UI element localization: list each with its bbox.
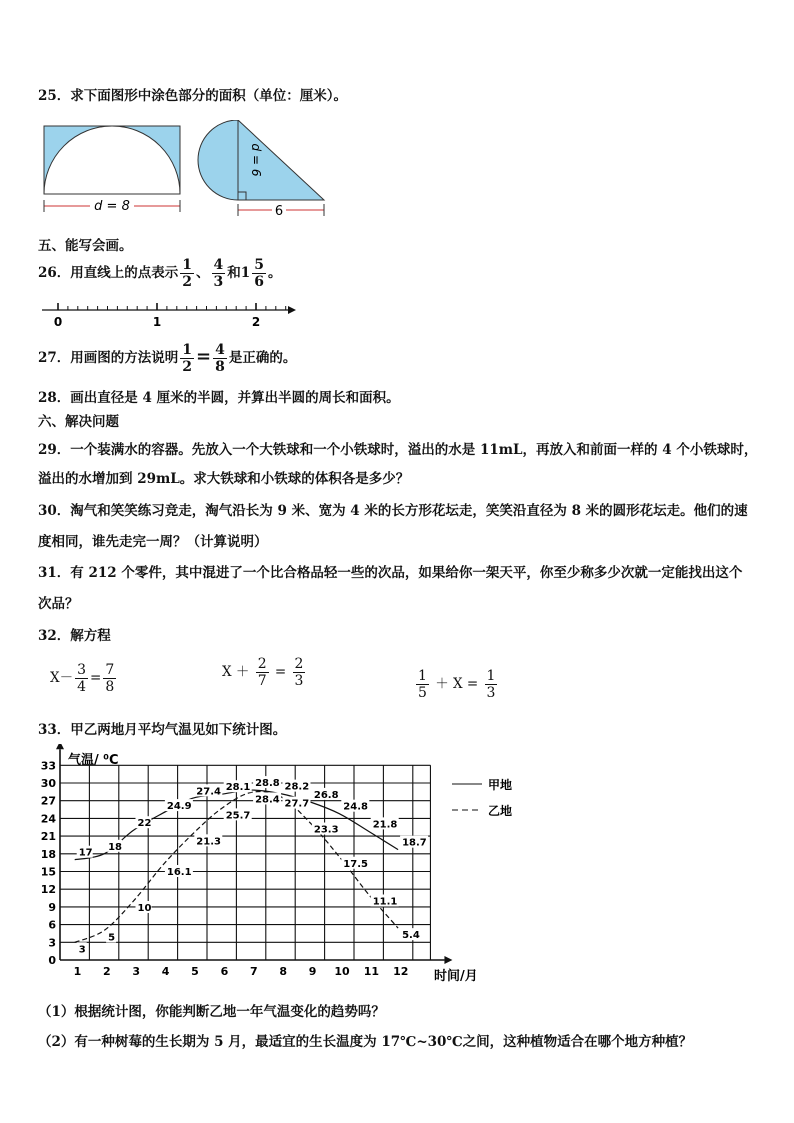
q32-title: 32．解方程	[38, 628, 111, 644]
legend-yi: 乙地	[488, 804, 513, 818]
q26-text: 26．用直线上的点表示 $\frac{1}{2}$ 、 $\frac{4}{3}$ 和1 $\frac{5}{6}$ 。	[38, 257, 282, 290]
q31-line1: 31．有 212 个零件，其中混进了一个比合格品轻一些的次品，如果给你一架天平，你至少称多少次就一定能找出这个	[38, 565, 743, 581]
y-tick-label: 6	[48, 918, 56, 932]
y-tick-label: 33	[40, 759, 56, 773]
data-label: 22	[137, 818, 152, 830]
label-d8: d = 8	[94, 199, 130, 214]
tick-2: 2	[251, 315, 261, 329]
data-label: 10	[137, 903, 152, 914]
data-label: 3	[78, 944, 86, 956]
data-label: 28.1	[225, 782, 251, 794]
data-label: 18	[108, 841, 123, 853]
shaded-half-circle	[198, 120, 238, 200]
data-label: 21.8	[372, 819, 398, 831]
data-label: 5.4	[402, 930, 420, 942]
q29-line1: 29．一个装满水的容器。先放入一个大铁球和一个小铁球时，溢出的水是 11mL，再放入和前面一样的 4 个小铁球时，	[38, 442, 758, 458]
y-tick-label: 30	[40, 777, 56, 790]
q29-line2: 溢出的水增加到 29mL。求大铁球和小铁球的体积各是多少？	[38, 471, 410, 487]
data-label: 16.1	[166, 867, 192, 879]
data-label: 18.7	[402, 837, 427, 849]
legend-jia: 甲地	[488, 778, 513, 792]
section-6-title: 六、解决问题	[38, 414, 119, 430]
x-tick-label: 10	[334, 965, 350, 978]
x-tick-label: 5	[191, 965, 199, 978]
x-tick-label: 7	[249, 965, 258, 978]
x-axis-arrow	[444, 956, 452, 964]
data-label: 28.8	[255, 778, 280, 790]
label-d6: d = 6	[249, 143, 263, 177]
data-label: 26.8	[313, 789, 339, 801]
q25-figures	[38, 120, 338, 220]
data-label: 21.3	[196, 836, 221, 848]
data-label: 24.8	[343, 801, 368, 813]
data-label: 17.5	[343, 858, 368, 870]
q33-title: 33．甲乙两地月平均气温见如下统计图。	[38, 722, 287, 738]
x-tick-label: 2	[102, 965, 111, 978]
data-label: 11.1	[372, 896, 398, 908]
x-tick-label: 3	[132, 965, 141, 978]
section-5-title: 五、能写会画。	[38, 238, 133, 254]
equation-3: $\frac{1}{5}$ ＋ X = $\frac{1}{3}$	[418, 668, 496, 701]
data-label: 28.2	[284, 781, 310, 793]
x-tick-label: 12	[393, 965, 409, 978]
q33-sub1: （1）根据统计图，你能判断乙地一年气温变化的趋势吗？	[38, 1004, 385, 1020]
x-axis-label: 时间/月	[434, 969, 478, 984]
q28-text: 28．画出直径是 4 厘米的半圆，并算出半圆的周长和面积。	[38, 390, 400, 406]
q27-text: 27．用画图的方法说明 $\frac{1}{2}$ = $\frac{4}{8}$ 是正确的。	[38, 342, 297, 375]
data-label: 27.7	[284, 798, 310, 810]
q30-line1: 30．淘气和笑笑练习竞走，淘气沿长为 9 米、宽为 4 米的长方形花坛走，笑笑沿直径为 8 米的圆形花坛走。他们的速	[38, 503, 748, 519]
equation-1: X－ $\frac{3}{4}$ = $\frac{7}{8}$	[50, 662, 115, 695]
y-tick-label: 0	[48, 954, 56, 967]
x-tick-label: 4	[161, 965, 170, 978]
y-tick-label: 9	[48, 900, 56, 914]
y-tick-label: 12	[40, 883, 56, 897]
x-tick-label: 6	[220, 965, 229, 978]
q30-line2: 度相同，谁先走完一周？（计算说明）	[38, 534, 268, 550]
data-label: 24.9	[166, 801, 192, 813]
y-tick-label: 27	[40, 794, 56, 808]
data-label: 25.7	[225, 810, 251, 822]
number-line	[38, 300, 298, 330]
data-label: 5	[108, 932, 116, 944]
q33-sub2: （2）有一种树莓的生长期为 5 月，最适宜的生长温度为 17℃~30℃之间，这种植物适合在哪个地方种植？	[38, 1034, 693, 1050]
y-axis-arrow	[56, 744, 64, 749]
data-label: 27.4	[196, 786, 221, 798]
x-tick-label: 1	[73, 965, 82, 978]
data-label: 28.4	[255, 794, 280, 806]
y-tick-label: 3	[48, 936, 56, 950]
data-label: 23.3	[313, 824, 339, 836]
y-axis-label: 气温/ ⁰C	[68, 753, 119, 768]
tick-1: 1	[152, 315, 162, 329]
x-tick-label: 8	[279, 965, 288, 978]
data-label: 17	[78, 847, 93, 859]
tick-0: 0	[53, 315, 63, 329]
equation-2: X ＋ $\frac{2}{7}$ = $\frac{2}{3}$	[222, 656, 304, 689]
q25-text: 25．求下面图形中涂色部分的面积（单位：厘米）。	[38, 88, 348, 104]
y-tick-label: 18	[40, 847, 56, 861]
x-tick-label: 9	[308, 965, 317, 978]
label-6: 6	[274, 204, 284, 219]
q31-line2: 次品？	[38, 596, 79, 612]
y-tick-label: 15	[40, 865, 56, 879]
temperature-chart	[30, 744, 530, 984]
x-tick-label: 11	[363, 965, 380, 978]
y-tick-label: 24	[40, 812, 56, 826]
y-tick-label: 21	[40, 830, 56, 844]
